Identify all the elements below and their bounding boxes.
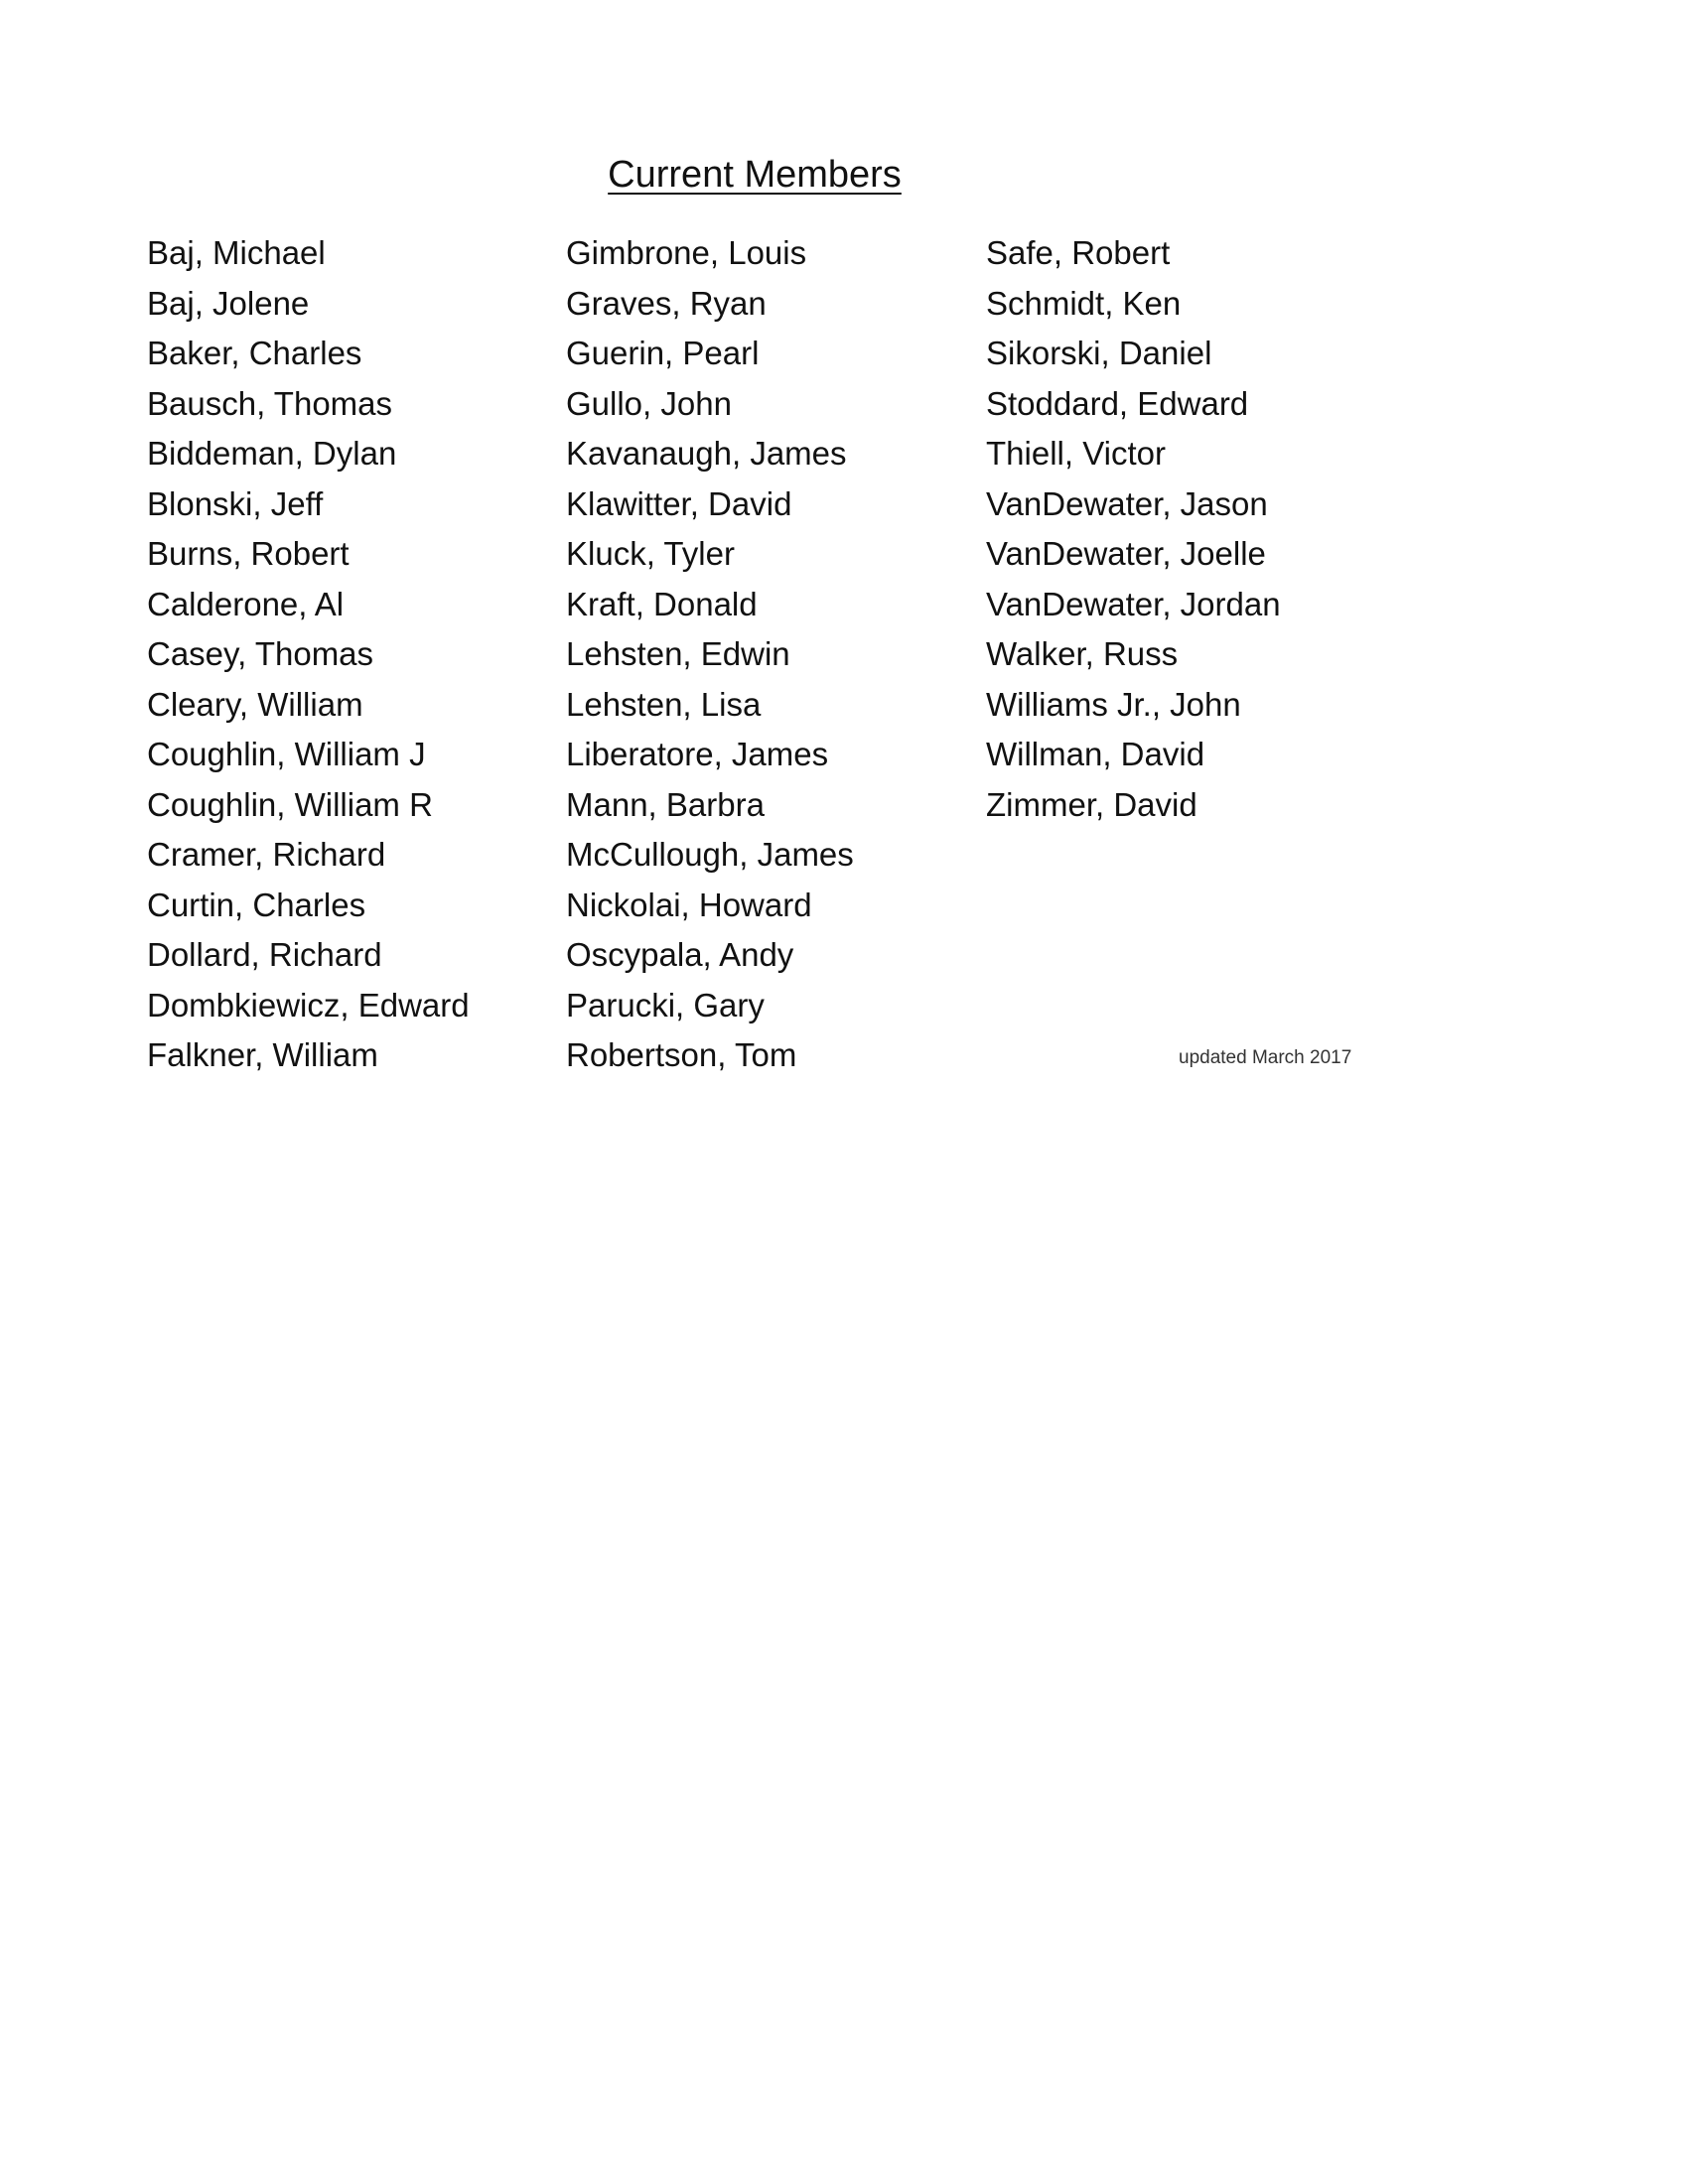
member-name: Blonski, Jeff: [147, 484, 324, 522]
member-name: Lehsten, Lisa: [566, 685, 762, 723]
member-name: Guerin, Pearl: [566, 335, 760, 371]
member-name: Williams Jr., John: [986, 685, 1241, 723]
member-name: Kavanaugh, James: [566, 435, 847, 472]
member-name: VanDewater, Jason: [986, 484, 1268, 522]
member-name: Robertson, Tom: [566, 1036, 797, 1073]
member-name: Lehsten, Edwin: [566, 635, 790, 672]
member-column-3: [986, 228, 1281, 830]
member-name: VanDewater, Joelle: [986, 535, 1266, 572]
member-name: Gimbrone, Louis: [566, 234, 807, 271]
member-name: Mann, Barbra: [566, 785, 765, 823]
member-name: Coughlin, William J: [147, 736, 426, 772]
member-name: Sikorski, Daniel: [986, 335, 1212, 371]
member-name: Klawitter, David: [566, 484, 792, 522]
member-name: Graves, Ryan: [566, 284, 767, 322]
member-name: Safe, Robert: [986, 234, 1171, 271]
member-name: Bausch, Thomas: [147, 384, 393, 422]
member-name: Kluck, Tyler: [566, 535, 735, 572]
member-name: Baker, Charles: [147, 335, 362, 371]
member-name: Nickolai, Howard: [566, 886, 812, 923]
member-name: Thiell, Victor: [986, 435, 1166, 472]
updated-note: updated March 2017: [1179, 1047, 1352, 1068]
member-name: Falkner, William: [147, 1036, 378, 1073]
member-name: Cramer, Richard: [147, 836, 386, 873]
member-name: Dollard, Richard: [147, 936, 382, 973]
member-name: Schmidt, Ken: [986, 284, 1182, 322]
member-name: Baj, Michael: [147, 234, 326, 271]
member-name: Cleary, William: [147, 685, 363, 723]
member-name: Liberatore, James: [566, 736, 829, 772]
member-name: Oscypala, Andy: [566, 936, 794, 973]
page-title: [0, 151, 1509, 199]
member-name: Stoddard, Edward: [986, 384, 1249, 422]
member-name: Kraft, Donald: [566, 585, 758, 622]
page-title-text: Current Members: [608, 154, 902, 196]
member-name: Zimmer, David: [986, 785, 1197, 823]
member-name: Casey, Thomas: [147, 635, 374, 672]
member-name: Baj, Jolene: [147, 284, 310, 322]
member-name: Willman, David: [986, 736, 1205, 772]
member-name: Curtin, Charles: [147, 886, 366, 923]
member-column-1: [147, 228, 470, 1081]
member-name: Walker, Russ: [986, 635, 1179, 672]
member-name: VanDewater, Jordan: [986, 585, 1281, 622]
member-name: Gullo, John: [566, 384, 732, 422]
member-column-2: [566, 228, 854, 1081]
member-name: McCullough, James: [566, 836, 854, 873]
member-name: Calderone, Al: [147, 585, 345, 622]
member-name: Dombkiewicz, Edward: [147, 986, 470, 1024]
member-name: Coughlin, William R: [147, 785, 433, 823]
member-name: Parucki, Gary: [566, 986, 765, 1024]
member-name: Burns, Robert: [147, 535, 350, 572]
member-name: Biddeman, Dylan: [147, 435, 397, 472]
